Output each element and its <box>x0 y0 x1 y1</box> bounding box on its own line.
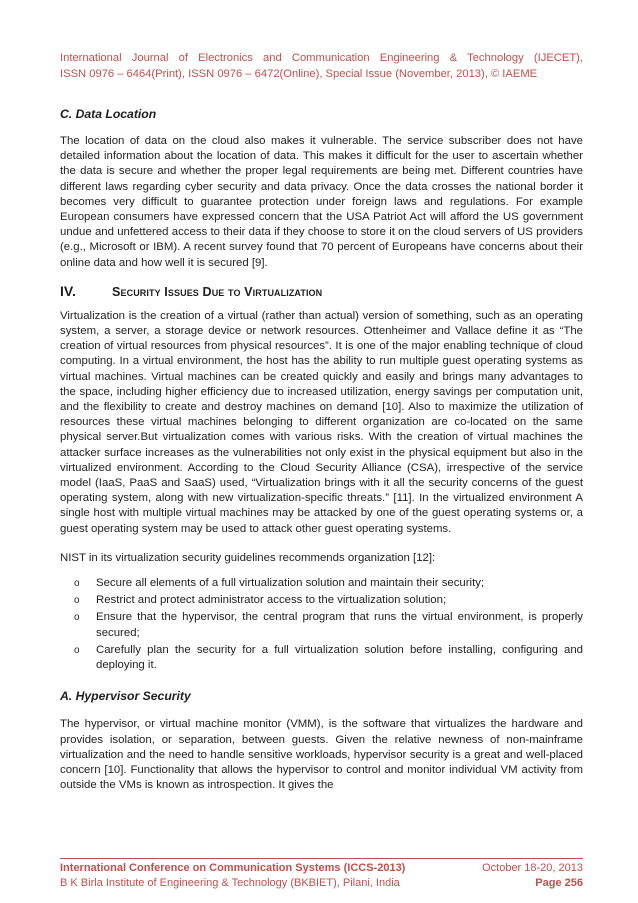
page-number: Page 256 <box>535 877 583 889</box>
virtualization-paragraph: Virtualization is the creation of a virtual (rather than actual) version of something, such as an operating system, a server, a storage device or network resources. Ottenheimer and Vallace define it as “The creation of virtual resources from physical resources”. It is one of the major enabling technique of cloud computing. In a virtual environment, the host has the ability to run multiple guest operating systems as virtual machines. Virtual machines can be created quickly and easily and brings many advantages to the space, including higher efficiency due to increased utilization, energy savings per computation unit, and the flexibility to create and destroy machines on demand [10]. Also to maximize the utilization of resources these virtual machines belonging to different organization are co-located on the same physical server.But virtualization comes with various risks. With the creation of virtual machines the attacker surface increases as the vulnerabilities not only exist in the physical equipment but also in the virtualized environment. According to the Cloud Security Alliance (CSA), irrespective of the service model (IaaS, PaaS and SaaS) used, “Virtualization brings with it all the security concerns of the guest operating system, along with new virtualization-specific threats.” [11]. In the virtualized environment A single host with multiple virtual machines may be attacked by one of the guest operating systems or, a guest operating system may be used to attack other guest operating systems. <box>60 309 583 535</box>
bullet-icon: o <box>74 612 80 624</box>
list-item-text: Restrict and protect administrator access to the virtualization solution; <box>96 594 447 607</box>
article-body <box>60 106 583 793</box>
bullet-icon: o <box>74 644 80 656</box>
footer-row-institute <box>60 876 583 891</box>
journal-title-line: International Journal of Electronics and Communication Engineering & Technology (IJECET), <box>60 52 583 64</box>
section-c-heading: C. Data Location <box>60 107 157 121</box>
list-item <box>60 610 583 640</box>
list-item <box>60 576 583 591</box>
page <box>60 0 583 903</box>
nist-paragraph: NIST in its virtualization security guidelines recommends organization [12]: <box>60 551 436 564</box>
hypervisor-security-heading: A. Hypervisor Security <box>60 689 191 704</box>
section-c-paragraph: The location of data on the cloud also makes it vulnerable. The service subscriber does not have detailed information about the location of data. This makes it difficult for the user to ascertain whether the data is secure and whether the proper legal requirements are being met. Different countries have different laws regarding cyber security and data privacy. Once the data crosses the national border it becomes very difficult to guarantee protection under foreign laws and regulations. For example European consumers have expressed concern that the USA Patriot Act will afford the US government undue and unfettered access to their data if they choose to store it on the cloud servers of US providers (e.g., Microsoft or IBM). A recent survey found that 70 percent of Europeans have concerns about their online data and how well it is secured [9]. <box>60 135 583 269</box>
bullet-icon: o <box>74 595 80 607</box>
journal-header <box>60 50 583 82</box>
paragraph-gap <box>60 537 583 551</box>
list-item-text: Carefully plan the security for a full virtualization solution before installing, configuring and deploying it. <box>96 643 583 672</box>
hypervisor-paragraph: The hypervisor, or virtual machine monitor (VMM), is the software that virtualizes the hardware and provides isolation, or separation, between guests. Given the relative newness of non-mainframe virtualization and the need to handle sensitive workloads, hypervisor security is a great and well-placed concern [10]. Functionality that allows the hypervisor to control and monitor individual VM activity from outside the VMs is known as introspection. It gives the <box>60 718 583 792</box>
nist-recommendations-list <box>60 576 583 673</box>
list-item <box>60 643 583 673</box>
conference-dates: October 18-20, 2013 <box>482 862 583 874</box>
section-title: Security Issues Due to Virtualization <box>112 284 323 299</box>
page-footer <box>60 858 583 891</box>
conference-name: International Conference on Communication Systems (ICCS-2013) <box>60 862 406 874</box>
list-item-text: Ensure that the hypervisor, the central program that runs the virtual environment, is properly secured; <box>96 611 583 639</box>
list-item-text: Secure all elements of a full virtualization solution and maintain their security; <box>96 577 485 590</box>
bullet-icon: o <box>74 578 80 590</box>
section-iv-heading <box>60 283 583 299</box>
section-number: IV. <box>60 282 76 299</box>
institute-name: B K Birla Institute of Engineering & Technology (BKBIET), Pilani, India <box>60 877 400 889</box>
footer-row-conference <box>60 861 583 876</box>
list-item <box>60 593 583 608</box>
journal-issn-line: ISSN 0976 – 6464(Print), ISSN 0976 – 6472(Online), Special Issue (November, 2013), © IAEME <box>60 68 538 80</box>
